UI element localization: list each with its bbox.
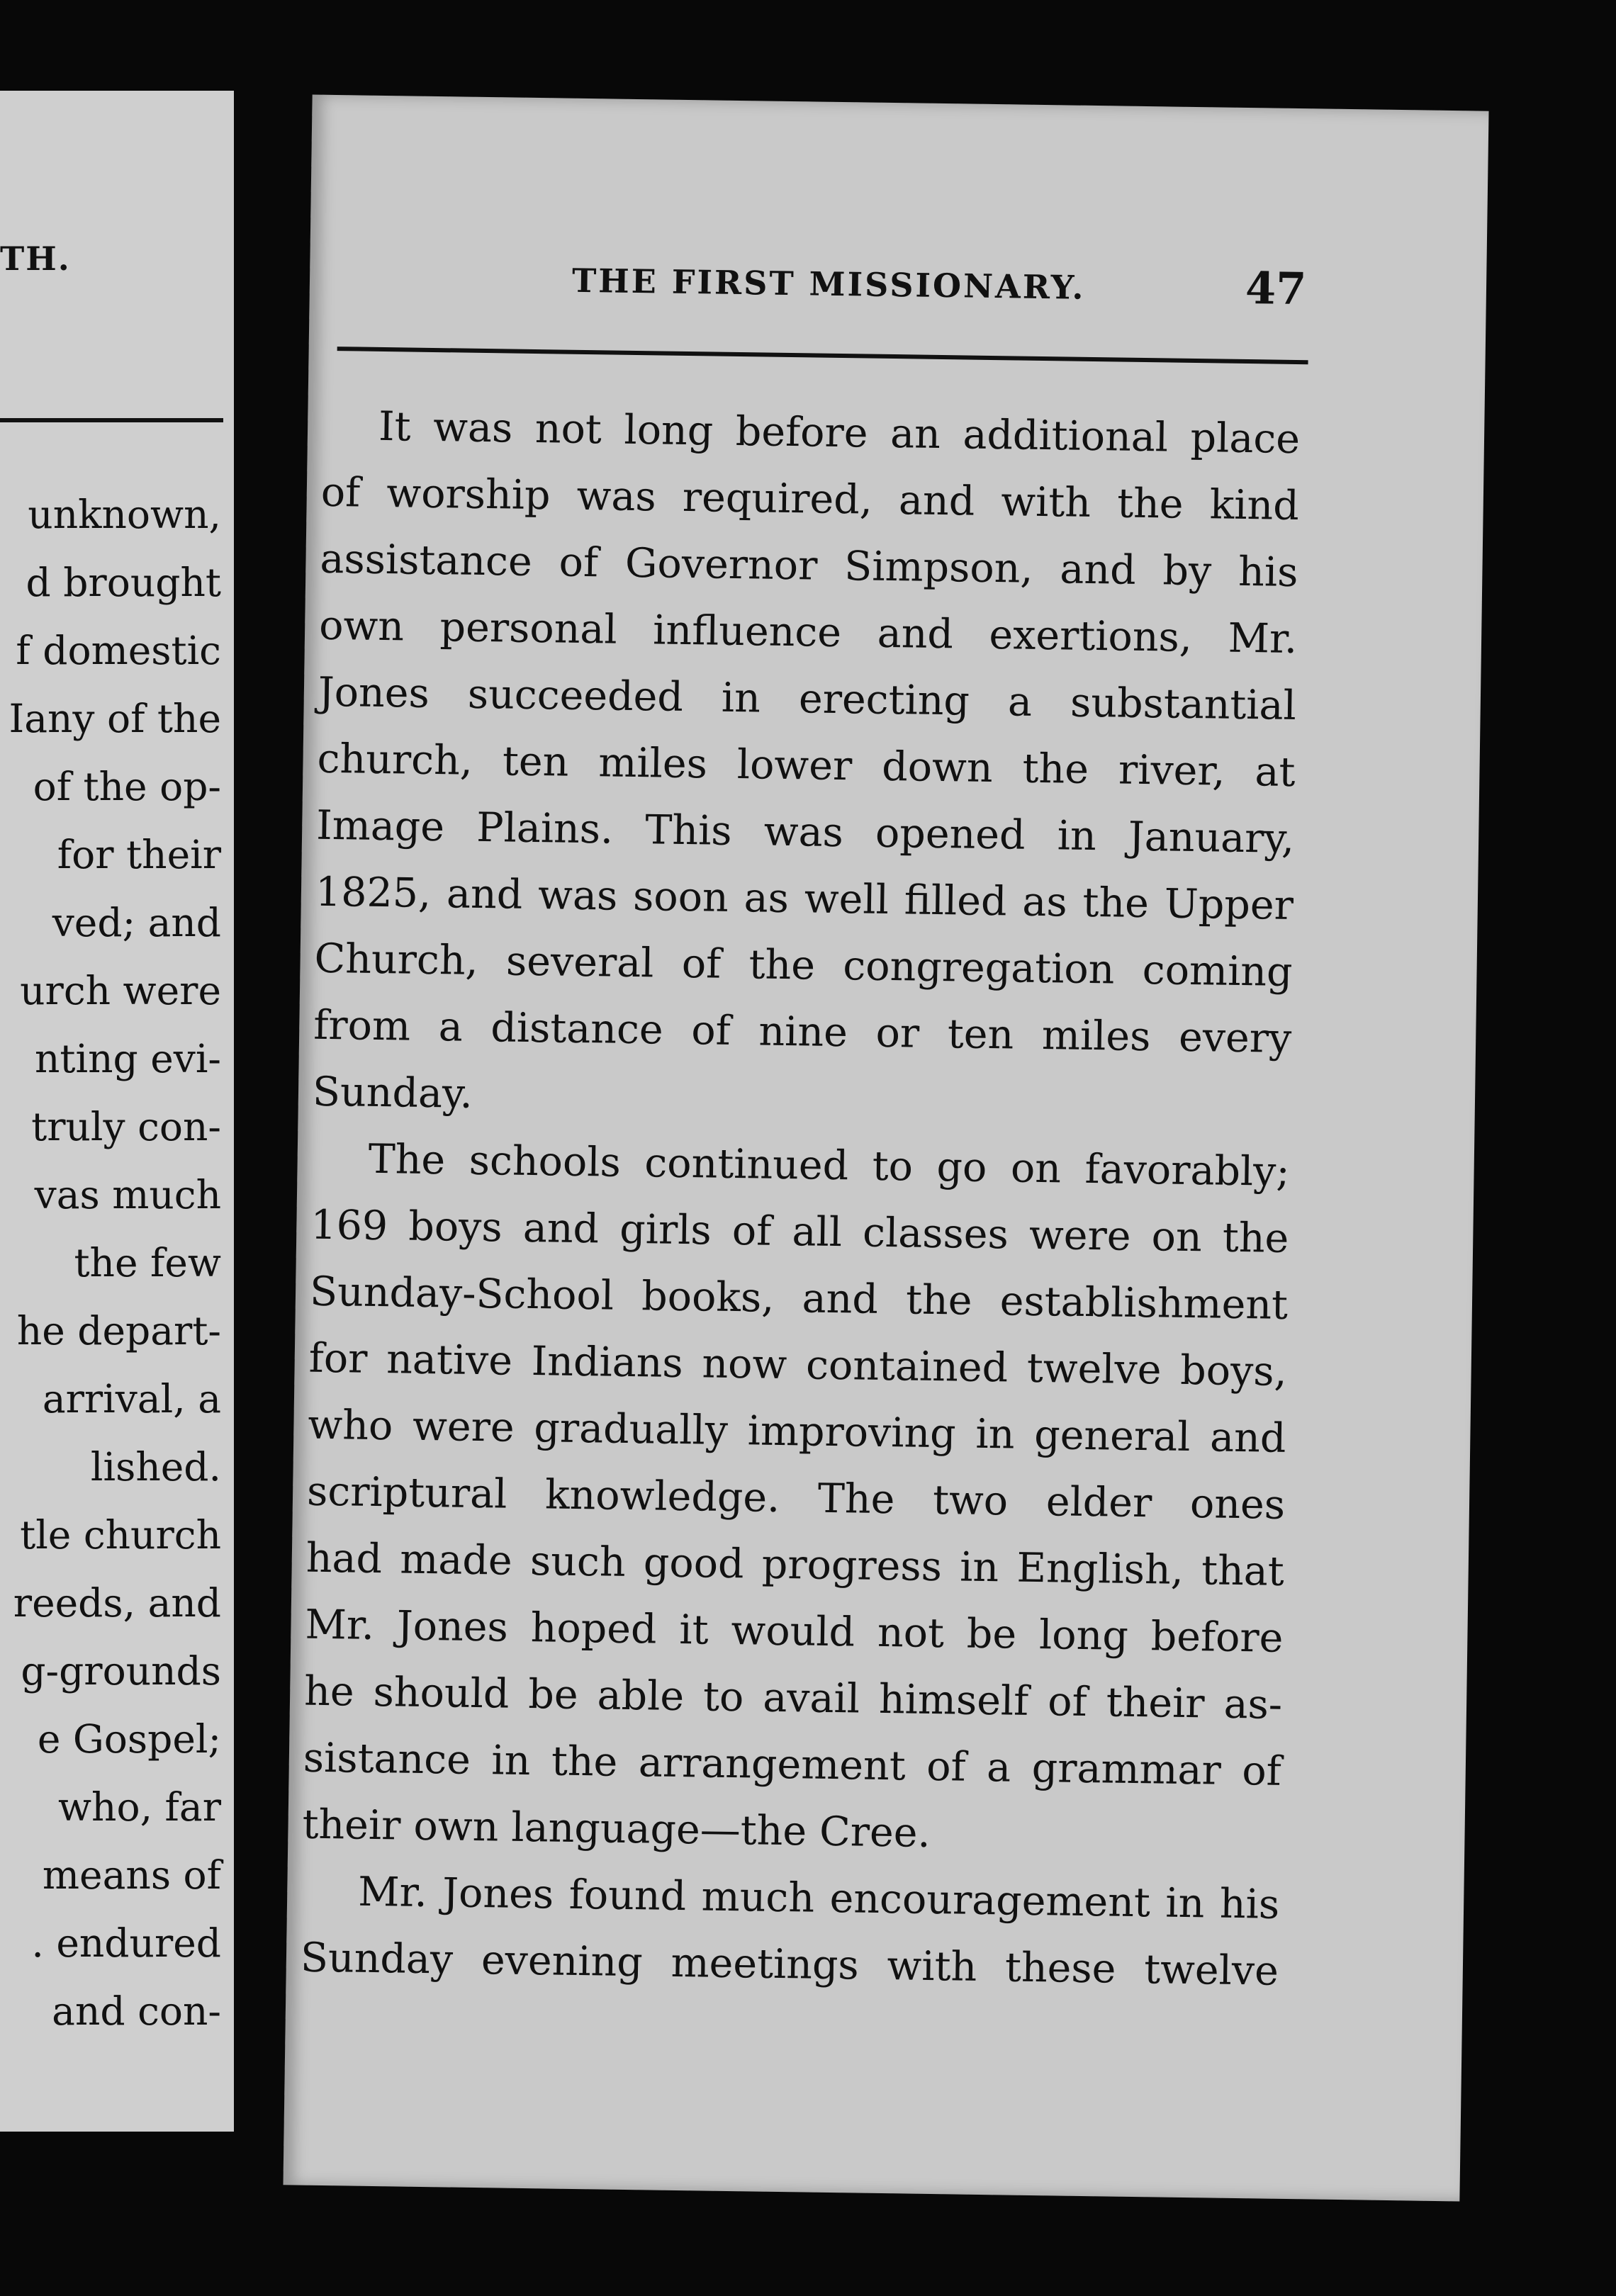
left-page-line: for their [57,832,221,877]
left-page-line: tle church [20,1512,221,1558]
text-line: Church, several of the congregation coming [314,935,1293,996]
left-page-line: lished. [90,1444,221,1490]
text-line: scriptural knowledge. The two elder ones [306,1468,1286,1529]
left-page-line: . endured [31,1920,221,1966]
paragraph [312,393,1300,1139]
left-page-line: vas much [34,1172,221,1217]
page-header [309,258,1486,338]
text-line: The schools continued to go on favorably; [368,1135,1291,1195]
header-rule [337,347,1308,364]
text-line: from a distance of nine or ten miles every [313,1001,1292,1062]
left-page-line: Iany of the [9,696,221,741]
left-page-line: d brought [26,560,221,605]
left-page-rule [0,418,223,422]
body-text [300,393,1300,2005]
left-page-line: f domestic [16,628,221,673]
paragraph [300,1858,1279,2005]
left-page-line: means of [42,1852,221,1898]
text-line: Sunday evening meetings with these twelve [300,1934,1279,1995]
left-page-line: reeds, and [13,1580,221,1626]
text-line: assistance of Governor Simpson, and by his [320,535,1298,597]
paragraph [302,1125,1290,1872]
left-page [0,91,234,2132]
running-title: THE FIRST MISSIONARY. [571,261,1086,307]
left-page-line: arrival, a [42,1376,221,1422]
left-page-line: unknown, [28,492,221,537]
text-line: sistance in the arrangement of a grammar of [303,1734,1282,1795]
text-line: Image Plains. This was opened in January, [315,801,1295,862]
text-line: of worship was required, and with the kind [320,468,1300,530]
text-line: who were gradually improving in general and [308,1401,1286,1462]
left-page-line: nting evi- [34,1036,221,1081]
text-line: Jones succeeded in erecting a substantial [318,668,1297,730]
left-page-line: e Gospel; [37,1716,221,1762]
text-line: Mr. Jones found much encouragement in his [357,1868,1280,1928]
left-page-line: and con- [52,1988,221,2034]
text-line: It was not long before an additional place [378,403,1301,463]
left-page-line: the few [74,1240,221,1285]
text-line: church, ten miles lower down the river, at [317,735,1296,797]
text-line: Mr. Jones hoped it would not be long before [305,1601,1284,1662]
left-page-header: TH. [0,240,71,278]
page-number: 47 [1245,261,1307,315]
left-page-line: g-grounds [21,1648,221,1694]
text-line: he should be able to avail himself of their as- [303,1667,1283,1728]
text-line: 1825, and was soon as well filled as the Upper [315,868,1294,929]
left-page-line: of the op- [33,764,221,809]
text-line: Sunday-School books, and the establishment [309,1268,1289,1329]
text-line: Sunday. [312,1068,473,1118]
text-line: their own language—the Cree. [302,1801,931,1857]
text-line: for native Indians now contained twelve boys, [308,1334,1288,1395]
text-line: 169 boys and girls of all classes were on the [310,1201,1289,1262]
left-page-line: he depart- [16,1308,221,1354]
left-page-line: truly con- [31,1104,221,1149]
text-line: own personal influence and exertions, Mr. [318,602,1298,663]
left-page-text [0,480,221,2045]
left-page-line: urch were [20,968,221,1013]
text-line: had made such good progress in English, that [305,1534,1285,1595]
right-page [283,95,1488,2202]
left-page-line: ved; and [52,900,221,945]
left-page-line: who, far [57,1784,221,1830]
